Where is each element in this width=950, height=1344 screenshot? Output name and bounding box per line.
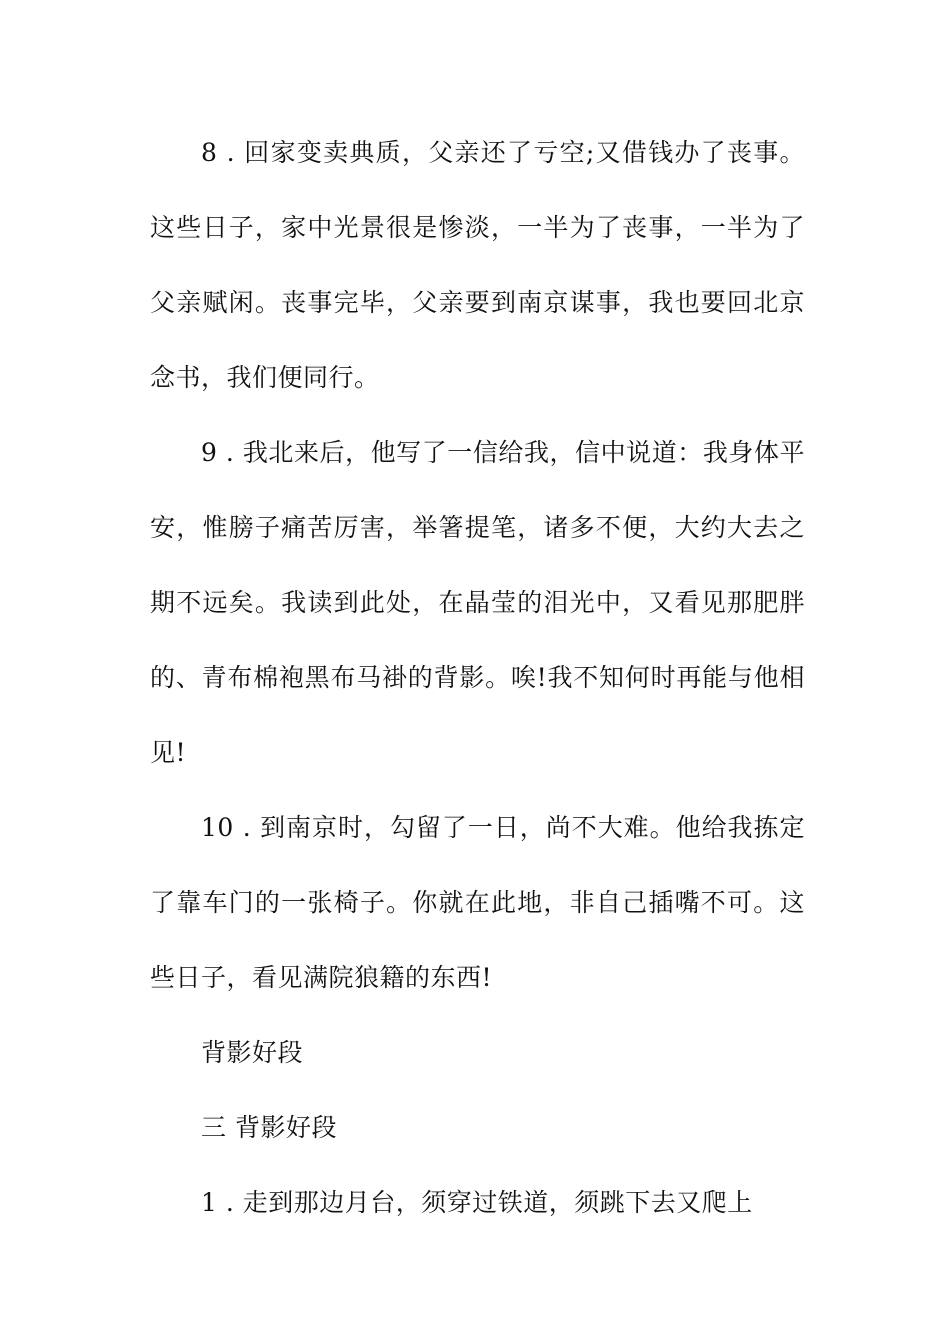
paragraph-10: 10 . 到南京时，勾留了一日，尚不大难。他给我拣定了靠车门的一张椅子。你就在此地，非自己插嘴不可。这些日子，看见满院狼籍的东西!	[150, 813, 805, 992]
section-heading: 背影好段	[201, 1038, 304, 1067]
paragraph-8: 8 . 回家变卖典质，父亲还了亏空;又借钱办了丧事。这些日子，家中光景很是惨淡，一半为了丧事，一半为了父亲赋闲。丧事完毕，父亲要到南京谋事，我也要回北京念书，我们便同行。	[150, 138, 805, 392]
section-title: 三 背影好段	[201, 1113, 337, 1142]
paragraph-9: 9 . 我北来后，他写了一信给我，信中说道：我身体平安，惟膀子痛苦厉害，举箸提笔，诸多不便，大约大去之期不远矣。我读到此处，在晶莹的泪光中，又看见那肥胖的、青布棉袍黑布马褂的背影。唉!我不知何时再能与他相见!	[150, 438, 805, 767]
paragraph-1: 1 . 走到那边月台，须穿过铁道，须跳下去又爬上	[201, 1188, 753, 1217]
document-body	[150, 115, 805, 1240]
